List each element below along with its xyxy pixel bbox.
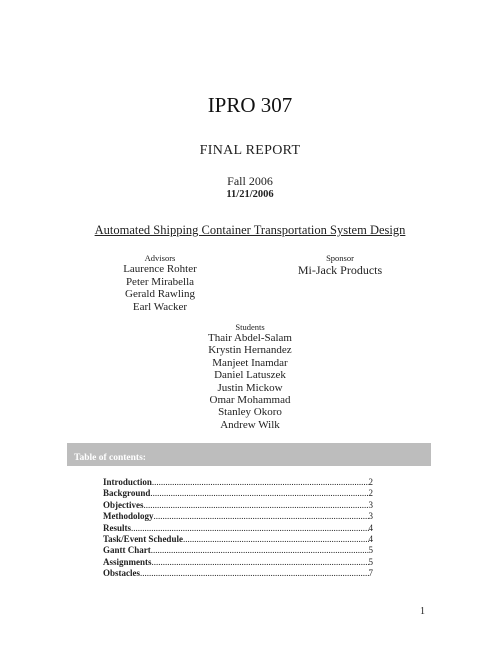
toc-entry[interactable] <box>103 568 373 579</box>
advisors-section <box>110 253 210 313</box>
toc-entry[interactable] <box>103 500 373 511</box>
student-name: Daniel Latuszek <box>214 369 286 382</box>
report-date: 11/21/2006 <box>226 189 274 200</box>
advisor-name: Peter Mirabella <box>125 275 195 288</box>
table-of-contents <box>103 477 373 580</box>
students-heading: Students <box>235 322 265 332</box>
advisor-name: Laurence Rohter <box>123 263 197 275</box>
student-name: Stanley Okoro <box>218 406 282 419</box>
toc-entry-label: Introduction <box>103 477 152 487</box>
toc-leader <box>144 500 369 510</box>
student-name: Krystin Hernandez <box>208 344 292 357</box>
toc-entry[interactable] <box>103 534 373 545</box>
toc-entry-page: 5 <box>368 556 373 567</box>
toc-entry-page: 7 <box>368 568 373 579</box>
toc-leader <box>154 511 369 521</box>
student-name: Thair Abdel-Salam <box>207 332 292 344</box>
toc-leader <box>183 534 369 544</box>
advisor-name: Earl Wacker <box>132 300 188 313</box>
toc-entry[interactable] <box>103 488 373 499</box>
toc-entry-page: 2 <box>368 477 373 487</box>
toc-entry-label: Objectives <box>103 499 144 510</box>
toc-entry-label: Task/Event Schedule <box>103 533 183 544</box>
toc-entry-label: Obstacles <box>103 568 140 579</box>
toc-leader <box>140 568 369 578</box>
toc-entry-page: 4 <box>368 533 373 544</box>
page-number: 1 <box>420 606 425 617</box>
report-term: Fall 2006 <box>227 174 273 188</box>
toc-entry[interactable] <box>103 557 373 568</box>
toc-entry[interactable] <box>103 523 373 534</box>
student-name: Justin Mickow <box>217 381 283 394</box>
student-name: Omar Mohammad <box>209 394 291 407</box>
student-name: Andrew Wilk <box>220 418 280 431</box>
toc-leader <box>152 477 369 487</box>
toc-entry[interactable] <box>103 477 373 488</box>
toc-entry-page: 3 <box>368 499 373 510</box>
toc-entry[interactable] <box>103 511 373 522</box>
report-subtitle: FINAL REPORT <box>199 143 301 158</box>
project-title: Automated Shipping Container Transportation System Design <box>94 223 406 237</box>
toc-entry-label: Assignments <box>103 556 152 567</box>
toc-leader <box>151 545 369 555</box>
toc-entry-label: Methodology <box>103 511 154 522</box>
toc-entry-page: 3 <box>368 511 373 522</box>
toc-entry-page: 4 <box>368 522 373 533</box>
toc-entry-label: Gantt Chart <box>103 545 151 556</box>
toc-heading: Table of contents: <box>74 453 146 463</box>
toc-entry[interactable] <box>103 545 373 556</box>
advisors-heading: Advisors <box>144 253 176 263</box>
toc-entry-page: 2 <box>368 488 373 499</box>
toc-entry-label: Results <box>103 522 132 533</box>
sponsor-section <box>285 253 395 277</box>
advisor-name: Gerald Rawling <box>125 288 195 300</box>
report-title: IPRO 307 <box>207 93 293 117</box>
students-section <box>0 322 500 431</box>
sponsor-name: Mi-Jack Products <box>297 263 383 277</box>
toc-entry-page: 5 <box>368 545 373 556</box>
sponsor-heading: Sponsor <box>326 253 354 263</box>
toc-entry-label: Background <box>103 488 151 499</box>
toc-leader <box>131 523 368 533</box>
student-name: Manjeet Inamdar <box>212 356 288 369</box>
toc-leader <box>152 557 369 567</box>
toc-leader <box>150 488 368 498</box>
